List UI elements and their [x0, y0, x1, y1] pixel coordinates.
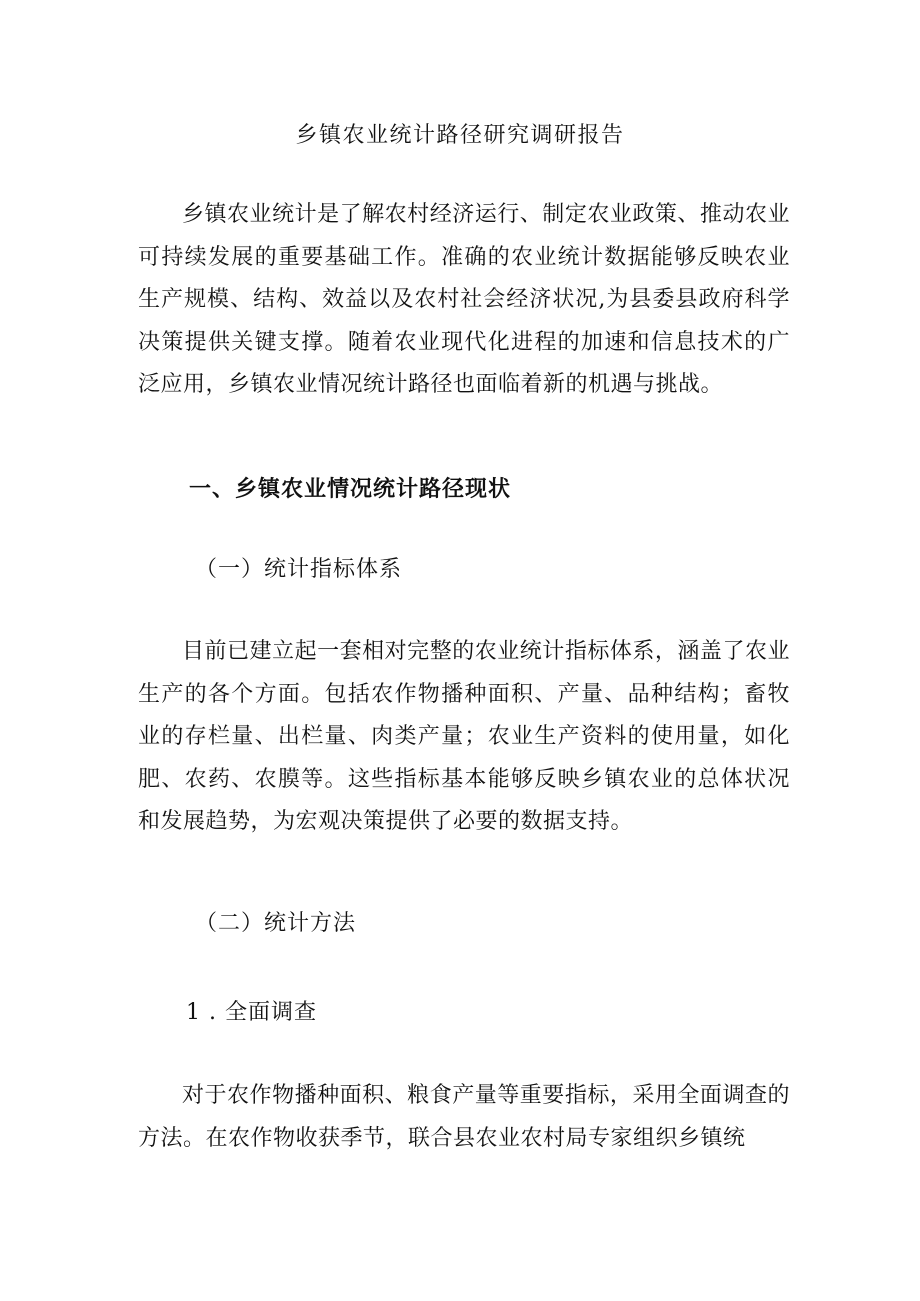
indicators-paragraph: 目前已建立起一套相对完整的农业统计指标体系，涵盖了农业生产的各个方面。包括农作物播种面积、产量、品种结构；畜牧业的存栏量、出栏量、肉类产量；农业生产资料的使用量，如化肥、农药、农膜等。这些指标基本能够反映乡镇农业的总体状况和发展趋势，为宏观决策提供了必要的数据支持。 — [138, 639, 790, 834]
full-survey-paragraph: 对于农作物播种面积、粮食产量等重要指标，采用全面调查的方法。在农作物收获季节，联合县农业农村局专家组织乡镇统 — [138, 1083, 790, 1151]
document-title: 乡镇农业统计路径研究调研报告 — [295, 123, 625, 148]
subsection-heading-methods: （二）统计方法 — [195, 911, 357, 936]
section-heading: 一、乡镇农业情况统计路径现状 — [189, 476, 512, 502]
subsection-heading-indicators: （一）统计指标体系 — [195, 557, 403, 582]
intro-paragraph: 乡镇农业统计是了解农村经济运行、制定农业政策、推动农业可持续发展的重要基础工作。准确的农业统计数据能够反映农业生产规模、结构、效益以及农村社会经济状况,为县委县政府科学决策提供关键支撑。随着农业现代化进程的加速和信息技术的广泛应用，乡镇农业情况统计路径也面临着新的机遇与挑战。 — [138, 202, 790, 397]
item-heading-full-survey: 1 . 全面调查 — [186, 1000, 317, 1025]
